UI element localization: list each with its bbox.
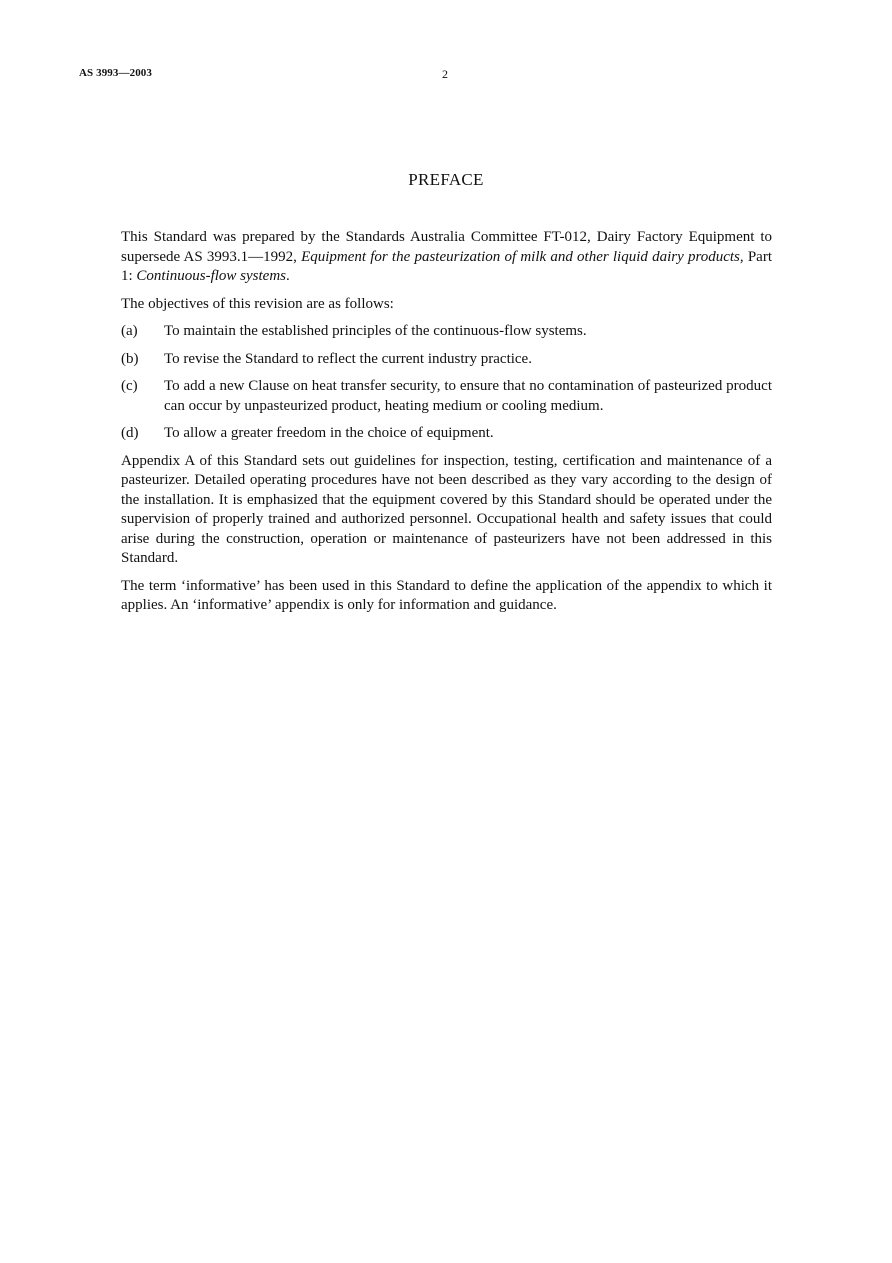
list-item <box>121 424 772 444</box>
objectives-lead: The objectives of this revision are as follows: <box>121 295 394 312</box>
preface-body <box>121 228 772 624</box>
list-marker: (d) <box>121 425 139 441</box>
list-marker: (c) <box>121 378 138 394</box>
list-item-text: To maintain the established principles of the continuous-flow systems. <box>164 323 587 339</box>
list-item-text: To add a new Clause on heat transfer security, to ensure that no contamination of pasteurized product can occur by unpasteurized product, heating medium or cooling medium. <box>164 378 772 414</box>
intro-part-title-italic: Continuous-flow systems <box>136 268 287 284</box>
appendix-paragraph: Appendix A of this Standard sets out guidelines for inspection, testing, certification and maintenance of a pasteurizer. Detailed operating procedures have not been described as they vary according to the design of the installation. It is emphasized that the equipment covered by this Standard should be operated under the supervision of properly trained and authorized personnel. Occupational health and safety issues that could arise during the construction, operation or maintenance of pasteurizers have not been addressed in this Standard. <box>121 452 772 566</box>
list-item <box>121 377 772 416</box>
intro-text: This Standard was prepared by the Standards Australia Committee FT-012, Dairy Factory Equipment to supersede AS 3993.1—1992, <box>121 229 772 265</box>
intro-paragraph <box>121 228 772 287</box>
list-item <box>121 322 772 342</box>
page-number: 2 <box>442 67 448 81</box>
list-item <box>121 350 772 370</box>
list-item-text: To revise the Standard to reflect the current industry practice. <box>164 350 532 367</box>
list-marker: (b) <box>121 350 139 367</box>
document-id: AS 3993—2003 <box>79 67 153 79</box>
list-marker: (a) <box>121 323 138 339</box>
informative-paragraph: The term ‘informative’ has been used in this Standard to define the application of the appendix to which it applies. An ‘informative’ appendix is only for information and guidance. <box>121 577 772 613</box>
intro-text-part: , Part 1: <box>121 248 772 284</box>
intro-text-end: . <box>286 268 290 284</box>
page-header <box>79 67 815 83</box>
intro-title-italic: Equipment for the pasteurization of milk and other liquid dairy products <box>301 248 740 265</box>
page-title: PREFACE <box>408 170 484 189</box>
objectives-list <box>121 322 772 444</box>
list-item-text: To allow a greater freedom in the choice of equipment. <box>164 425 494 441</box>
